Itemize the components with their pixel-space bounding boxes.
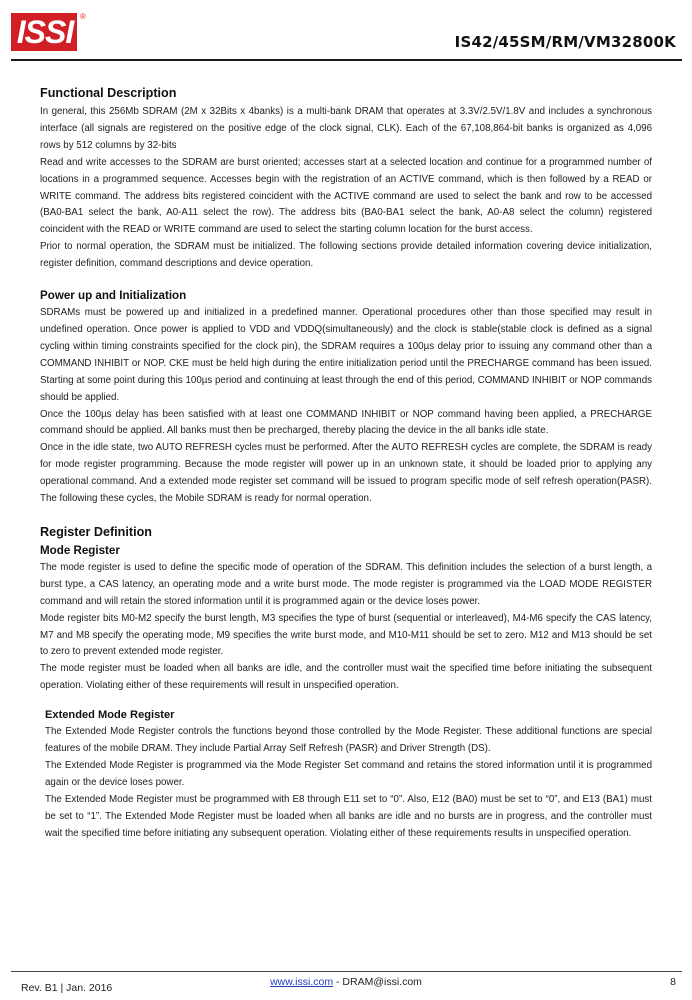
paragraph: Prior to normal operation, the SDRAM must be initialized. The following sections provide detailed information covering device initialization, register definition, command descriptions and device operation. <box>40 241 652 270</box>
mode-register-body <box>40 560 652 695</box>
functional-description-heading: Functional Description <box>40 86 177 100</box>
paragraph: SDRAMs must be powered up and initialized in a predefined manner. Operational procedures other than those specified may result in undefined operation. Once power is applied to VDD and VDDQ(simultaneously) and the clock is stable(stable clock is defined as a signal cycling within timing constraints specified for the clock pin), the SDRAM requires a 100µs delay prior to issuing any command other than a COMMAND INHIBIT or NOP. CKE must be held high during the entire initialization period until the PRECHARGE command has been issued. Starting at some point during this 100µs period and continuing at least through the end of this period, COMMAND INHIBIT or NOP commands should be applied. <box>40 307 652 403</box>
revision-label: Rev. B1 | Jan. 2016 <box>21 982 113 994</box>
logo-text: ISSI <box>16 14 74 50</box>
paragraph: The Extended Mode Register controls the functions beyond those controlled by the Mode Register. These additional functions are special features of the mobile DRAM. They include Partial Array Self Refresh (PASR) and Driver Strength (DS). <box>45 726 652 755</box>
paragraph: Read and write accesses to the SDRAM are burst oriented; accesses start at a selected location and continue for a programmed number of locations in a programmed sequence. Accesses begin with the registration of an ACTIVE command, which is then followed by a READ or WRITE command. The address bits registered coincident with the ACTIVE command are used to select the bank and row to be accessed (BA0-BA1 select the bank, A0-A11 select the row). The address bits (BA0-BA1 select the bank, A0-A8 select the column) registered coincident with the READ or WRITE command are used to select the starting column location for the burst access. <box>40 156 652 236</box>
paragraph: Mode register bits M0-M2 specify the burst length, M3 specifies the type of burst (sequential or interleaved), M4-M6 specify the CAS latency, M7 and M8 specify the operating mode, M9 specifies the write burst mode, and M10-M11 should be set to zero. M12 and M13 should be set to zero to prevent extended mode register. <box>40 612 652 658</box>
functional-description-body <box>40 104 652 273</box>
paragraph: Once in the idle state, two AUTO REFRESH cycles must be performed. After the AUTO REFRESH cycles are complete, the SDRAM is ready for mode register programming. Because the mode register will power up in an unknown state, it should be loaded prior to applying any operational command. And a extended mode register set command will be issued to program specific mode of self refresh operation(PASR). The following these cycles, the Mobile SDRAM is ready for normal operation. <box>40 442 652 505</box>
paragraph: The mode register must be loaded when all banks are idle, and the controller must wait the specified time before initiating the subsequent operation. Violating either of these requirements will result in unspecified operation. <box>40 663 652 692</box>
contact-email: - DRAM@issi.com <box>333 976 422 988</box>
page-header <box>0 0 692 76</box>
page-content <box>40 86 652 843</box>
register-definition-heading: Register Definition <box>40 524 152 539</box>
header-divider <box>11 59 682 61</box>
page-footer <box>0 960 692 1000</box>
footer-divider <box>11 971 682 972</box>
contact-info <box>0 976 692 988</box>
paragraph: The Extended Mode Register must be programmed with E8 through E11 set to “0”. Also, E12 (BA0) must be set to “0”, and E13 (BA1) must be set to “1”. The Extended Mode Register must be loaded when all banks are idle and no bursts are in progress, and the controller must wait the specified time before initiating any subsequent operation. Violating either of these requirements results in unspecified operation. <box>45 793 652 839</box>
paragraph: The Extended Mode Register is programmed via the Mode Register Set command and retains the stored information until it is programmed again or the device loses power. <box>45 760 652 788</box>
website-link[interactable]: www.issi.com <box>270 976 334 988</box>
extended-mode-register-body <box>45 724 652 842</box>
extended-mode-register-heading: Extended Mode Register <box>45 709 175 722</box>
extended-mode-register-section <box>40 709 652 842</box>
registered-mark: ® <box>80 12 86 21</box>
page-number: 8 <box>670 976 676 988</box>
power-up-body <box>40 305 652 508</box>
paragraph: The mode register is used to define the specific mode of operation of the SDRAM. This definition includes the selection of a burst length, a burst type, a CAS latency, an operating mode and a write burst mode. The mode register is programmed via the LOAD MODE REGISTER command and will retain the stored information until it is programmed again or the device loses power. <box>40 561 652 607</box>
part-number: IS42/45SM/RM/VM32800K <box>454 33 676 51</box>
paragraph: Once the 100µs delay has been satisfied with at least one COMMAND INHIBIT or NOP command having been applied, a PRECHARGE command should be applied. All banks must then be precharged, thereby placing the device in the all banks idle state. <box>40 408 652 437</box>
mode-register-heading: Mode Register <box>40 543 120 557</box>
power-up-heading: Power up and Initialization <box>40 289 187 303</box>
paragraph: In general, this 256Mb SDRAM (2M x 32Bits x 4banks) is a multi-bank DRAM that operates at 3.3V/2.5V/1.8V and includes a synchronous interface (all signals are registered on the positive edge of the clock signal, CLK). Each of the 67,108,864-bit banks is organized as 4,096 rows by 512 columns by 32-bits <box>40 106 652 151</box>
